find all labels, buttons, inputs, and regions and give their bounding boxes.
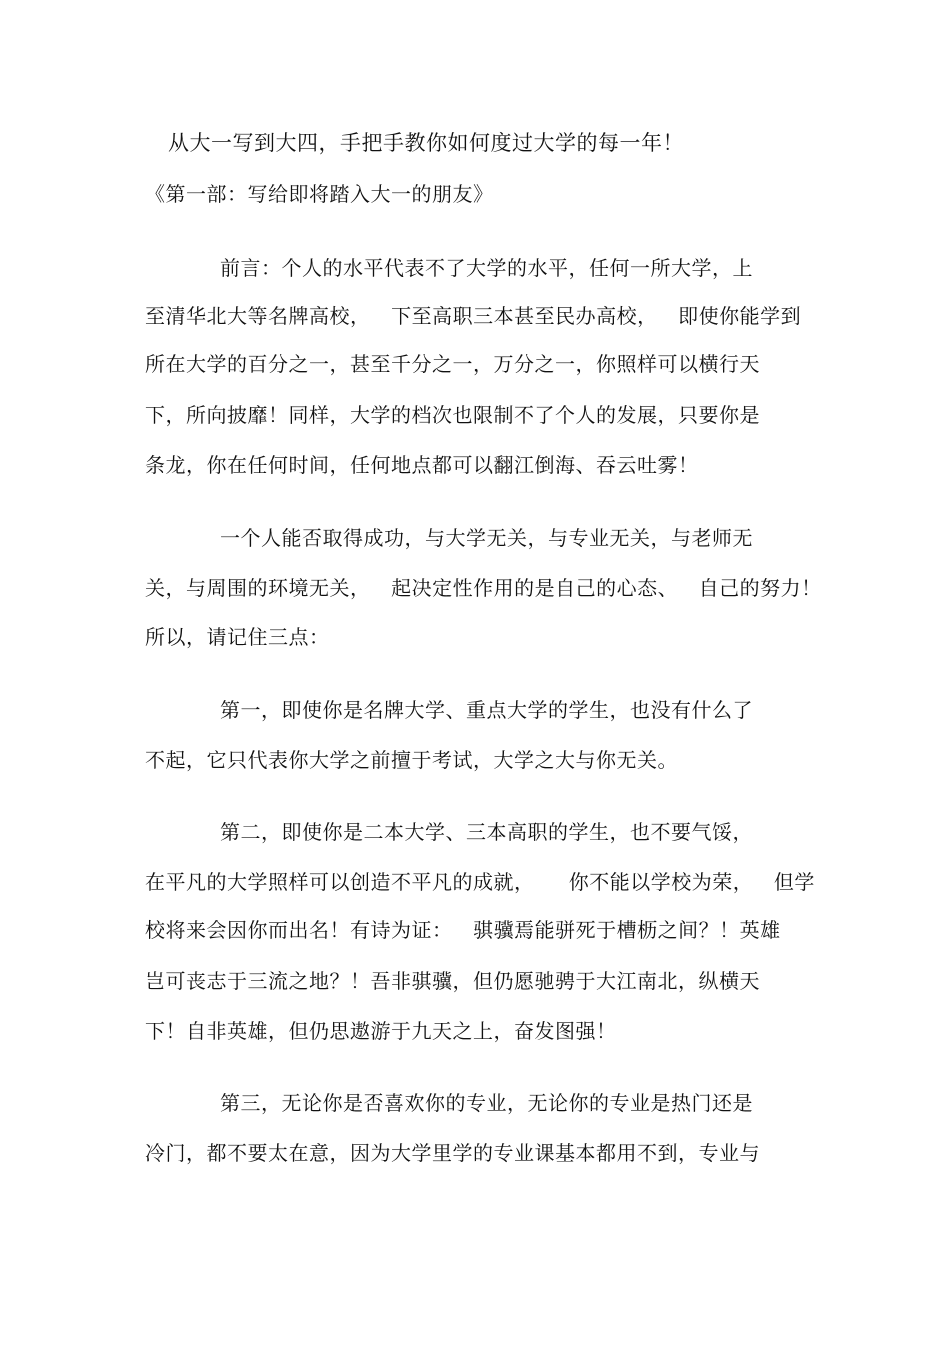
paragraph-4-line-3: 校将来会因你而出名！有诗为证： 骐骥焉能骈死于槽枥之间？！英雄 bbox=[145, 918, 781, 942]
paragraph-1-line-5: 条龙，你在任何时间，任何地点都可以翻江倒海、吞云吐雾！ bbox=[145, 453, 699, 477]
document-subtitle: 《第一部：写给即将踏入大一的朋友》 bbox=[145, 182, 494, 206]
paragraph-4-line-1: 第二，即使你是二本大学、三本高职的学生，也不要气馁， bbox=[220, 820, 753, 844]
paragraph-3-line-2: 不起，它只代表你大学之前擅于考试，大学之大与你无关。 bbox=[145, 748, 678, 772]
paragraph-5-line-2: 冷门，都不要太在意，因为大学里学的专业课基本都用不到，专业与 bbox=[145, 1141, 760, 1165]
paragraph-5-line-1: 第三，无论你是否喜欢你的专业，无论你的专业是热门还是 bbox=[220, 1091, 753, 1115]
paragraph-2-line-3: 所以，请记住三点： bbox=[145, 625, 330, 649]
paragraph-4-line-4: 岂可丧志于三流之地？！吾非骐骥，但仍愿驰骋于大江南北，纵横天 bbox=[145, 969, 760, 993]
paragraph-2-line-1: 一个人能否取得成功，与大学无关，与专业无关，与老师无 bbox=[220, 526, 753, 550]
paragraph-1-line-2: 至清华北大等名牌高校， 下至高职三本甚至民办高校， 即使你能学到 bbox=[145, 304, 802, 328]
paragraph-3-line-1: 第一，即使你是名牌大学、重点大学的学生，也没有什么了 bbox=[220, 698, 753, 722]
document-title: 从大一写到大四，手把手教你如何度过大学的每一年！ bbox=[168, 131, 684, 155]
paragraph-4-line-5: 下！自非英雄，但仍思遨游于九天之上，奋发图强！ bbox=[145, 1019, 617, 1043]
paragraph-4-line-2: 在平凡的大学照样可以创造不平凡的成就， 你不能以学校为荣， 但学 bbox=[145, 870, 815, 894]
paragraph-1-line-1: 前言：个人的水平代表不了大学的水平，任何一所大学，上 bbox=[220, 256, 753, 280]
paragraph-1-line-3: 所在大学的百分之一，甚至千分之一，万分之一，你照样可以横行天 bbox=[145, 352, 760, 376]
paragraph-1-line-4: 下，所向披靡！同样，大学的档次也限制不了个人的发展，只要你是 bbox=[145, 403, 760, 427]
paragraph-2-line-2: 关，与周围的环境无关， 起决定性作用的是自己的心态、 自己的努力！ bbox=[145, 576, 822, 600]
